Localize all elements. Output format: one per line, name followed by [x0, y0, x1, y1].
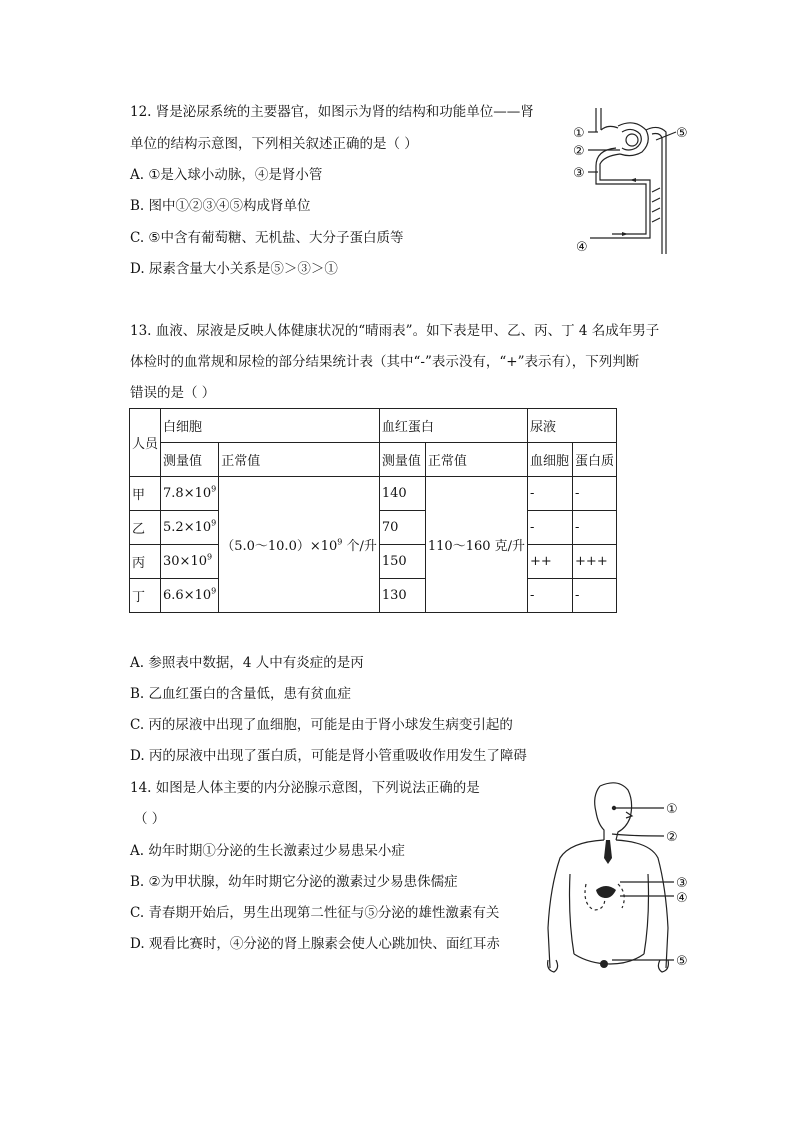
- nephron-label-2: ②: [573, 144, 585, 159]
- urine-protein-cell: -: [573, 511, 617, 545]
- q13-stem-line3: 错误的是（ ）: [130, 385, 216, 401]
- q14-option-a: A. 幼年时期①分泌的生长激素过少易患呆小症: [130, 843, 405, 859]
- q14-stem-line2: （ ）: [134, 811, 166, 827]
- urine-protein-cell: -: [573, 579, 617, 613]
- wbc-value-cell: $6.6\times 10^9$: [161, 579, 219, 613]
- table-header-row-1: [130, 409, 617, 443]
- person-cell: 丙: [130, 545, 161, 579]
- header-hb-normal: 正常值: [425, 443, 527, 477]
- header-urine: 尿液: [528, 409, 617, 443]
- header-wbc: 白细胞: [161, 409, 380, 443]
- q13-stem-line2: 体检时的血常规和尿检的部分结果统计表（其中“-”表示没有，“+”表示有），下列判断: [130, 354, 640, 370]
- table-row: [130, 477, 617, 511]
- q13-stem-line1: 13. 血液、尿液是反映人体健康状况的“晴雨表”。如下表是甲、乙、丙、丁 4 名成年男子: [130, 323, 660, 339]
- gland-label-1: ①: [666, 802, 678, 817]
- nephron-label-4: ④: [576, 240, 588, 255]
- q13-option-d: D. 丙的尿液中出现了蛋白质，可能是肾小管重吸收作用发生了障碍: [130, 748, 527, 764]
- person-cell: 甲: [130, 477, 161, 511]
- q13-option-b: B. 乙血红蛋白的含量低，患有贫血症: [130, 686, 352, 702]
- header-wbc-measured: 测量值: [161, 443, 219, 477]
- table-header-row-2: [130, 443, 617, 477]
- header-hb: 血红蛋白: [379, 409, 527, 443]
- gland-label-2: ②: [666, 830, 678, 845]
- q14-stem-line1: 14. 如图是人体主要的内分泌腺示意图，下列说法正确的是: [130, 780, 480, 796]
- q13-option-a: A. 参照表中数据，4 人中有炎症的是丙: [130, 655, 364, 671]
- q14-option-b: B. ②为甲状腺，幼年时期它分泌的激素过少易患侏儒症: [130, 874, 458, 890]
- person-cell: 丁: [130, 579, 161, 613]
- hb-normal-range: 110～160 克/升: [425, 477, 527, 613]
- q12-stem-line2: 单位的结构示意图，下列相关叙述正确的是（ ）: [130, 136, 418, 152]
- urine-protein-cell: +++: [573, 545, 617, 579]
- hb-value-cell: 140: [379, 477, 425, 511]
- header-urine-rbc: 血细胞: [528, 443, 573, 477]
- nephron-figure: [572, 104, 696, 260]
- wbc-normal-range: $(5.0\sim 10.0)\times 10^9$ 个/升: [219, 477, 380, 613]
- q14-option-d: D. 观看比赛时，④分泌的肾上腺素会使人心跳加快、面红耳赤: [130, 936, 500, 952]
- header-urine-protein: 蛋白质: [573, 443, 617, 477]
- wbc-value-cell: $5.2\times 10^9$: [161, 511, 219, 545]
- blood-urine-table: [129, 408, 617, 613]
- urine-rbc-cell: ++: [528, 545, 573, 579]
- hb-value-cell: 70: [379, 511, 425, 545]
- wbc-value-cell: $7.8\times 10^9$: [161, 477, 219, 511]
- q12-option-a: A. ①是入球小动脉，④是肾小管: [130, 167, 323, 183]
- nephron-label-5: ⑤: [676, 126, 688, 141]
- urine-protein-cell: -: [573, 477, 617, 511]
- header-hb-measured: 测量值: [379, 443, 425, 477]
- hb-value-cell: 130: [379, 579, 425, 613]
- urine-rbc-cell: -: [528, 579, 573, 613]
- person-cell: 乙: [130, 511, 161, 545]
- nephron-label-3: ③: [573, 166, 585, 181]
- urine-rbc-cell: -: [528, 511, 573, 545]
- q13-option-c: C. 丙的尿液中出现了血细胞，可能是由于肾小球发生病变引起的: [130, 717, 513, 733]
- q12-stem-line1: 12. 肾是泌尿系统的主要器官，如图示为肾的结构和功能单位——肾: [130, 104, 534, 120]
- nephron-label-1: ①: [573, 126, 585, 141]
- q14-option-c: C. 青春期开始后，男生出现第二性征与⑤分泌的雄性激素有关: [130, 905, 500, 921]
- gland-label-3: ③: [676, 876, 688, 891]
- endocrine-figure: [540, 778, 700, 984]
- header-wbc-normal: 正常值: [219, 443, 380, 477]
- wbc-value-cell: $30\times 10^9$: [161, 545, 219, 579]
- q12-option-d: D. 尿素含量大小关系是⑤＞③＞①: [130, 261, 338, 277]
- gland-label-5: ⑤: [676, 954, 688, 969]
- q12-option-b: B. 图中①②③④⑤构成肾单位: [130, 198, 311, 214]
- hb-value-cell: 150: [379, 545, 425, 579]
- q12-option-c: C. ⑤中含有葡萄糖、无机盐、大分子蛋白质等: [130, 230, 404, 246]
- urine-rbc-cell: -: [528, 477, 573, 511]
- header-person: 人员: [130, 409, 161, 477]
- gland-label-4: ④: [676, 891, 688, 906]
